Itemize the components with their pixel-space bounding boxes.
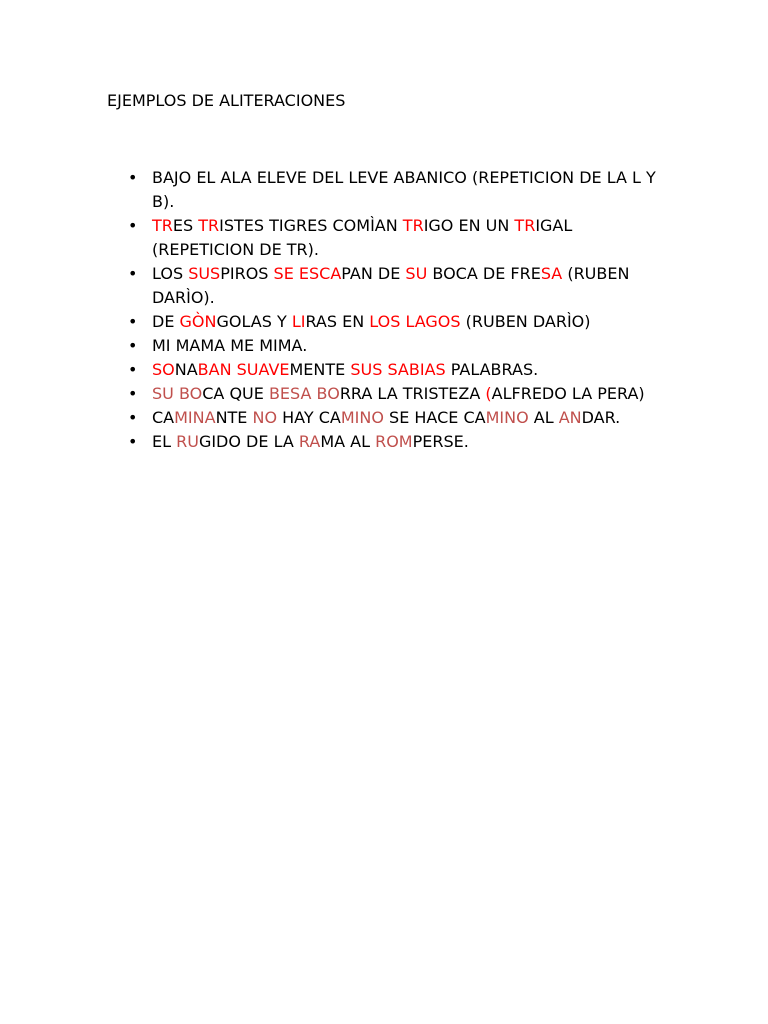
highlighted-segment: SE ESCA (273, 264, 342, 283)
text-segment: DE (152, 312, 180, 331)
bullet-icon: • (128, 408, 138, 427)
text-segment: DAR. (581, 408, 621, 427)
text-segment: LOS (152, 264, 189, 283)
text-segment: AL (528, 408, 559, 427)
text-segment: PALABRAS. (445, 360, 539, 379)
highlighted-segment: AN (558, 408, 582, 427)
highlighted-segment: TR (198, 216, 220, 235)
text-segment: IGAL (REPETICION DE TR). (152, 216, 573, 259)
bullet-icon: • (128, 384, 138, 403)
text-segment: NTE (215, 408, 253, 427)
highlighted-segment: GÒN (179, 312, 217, 331)
list-item (128, 214, 672, 262)
list-item (128, 358, 672, 382)
highlighted-segment: ( (485, 384, 492, 403)
highlighted-segment: SO (152, 360, 175, 379)
list-item (128, 334, 672, 358)
bullet-icon: • (128, 336, 138, 355)
highlighted-segment: TR (514, 216, 536, 235)
list-item (128, 406, 672, 430)
highlighted-segment: ROM (375, 432, 413, 451)
examples-list (128, 166, 672, 454)
highlighted-segment: TR (152, 216, 173, 235)
highlighted-segment: SU BO (152, 384, 203, 403)
text-segment: BOCA DE FRE (427, 264, 541, 283)
highlighted-segment: LI (291, 312, 306, 331)
text-segment: MA AL (320, 432, 376, 451)
text-segment: RAS EN (305, 312, 370, 331)
page-title: EJEMPLOS DE ALITERACIONES (107, 91, 346, 110)
highlighted-segment: TR (402, 216, 424, 235)
bullet-icon: • (128, 264, 138, 283)
highlighted-segment: LOS LAGOS (369, 312, 461, 331)
highlighted-segment: MINA (174, 408, 216, 427)
text-segment: GOLAS Y (216, 312, 292, 331)
text-segment: ISTES TIGRES COMÌAN (219, 216, 403, 235)
text-segment: IGO EN UN (423, 216, 515, 235)
text-segment: RRA LA TRISTEZA (339, 384, 486, 403)
highlighted-segment: SU (405, 264, 428, 283)
highlighted-segment: BAN SUAVE (197, 360, 290, 379)
text-segment: (RUBEN DARÌO) (460, 312, 591, 331)
text-segment: MENTE (289, 360, 351, 379)
bullet-icon: • (128, 168, 138, 187)
bullet-icon: • (128, 432, 138, 451)
text-segment: PERSE. (412, 432, 469, 451)
list-item (128, 382, 672, 406)
list-item (128, 166, 672, 214)
text-segment: HAY CA (277, 408, 341, 427)
list-item (128, 310, 672, 334)
bullet-icon: • (128, 360, 138, 379)
text-segment: SE HACE CA (383, 408, 486, 427)
text-segment: GIDO DE LA (198, 432, 299, 451)
text-segment: EL (152, 432, 177, 451)
highlighted-segment: SA (540, 264, 563, 283)
highlighted-segment: MINO (485, 408, 529, 427)
list-item (128, 430, 672, 454)
highlighted-segment: SUS SABIAS (350, 360, 446, 379)
text-segment: ALFREDO LA PERA) (491, 384, 645, 403)
text-segment: BAJO EL ALA ELEVE DEL LEVE ABANICO (REPETICION DE LA L Y B). (152, 168, 656, 211)
text-segment: (RUBEN DARÌO). (152, 264, 630, 307)
highlighted-segment: RA (298, 432, 321, 451)
text-segment: CA QUE (202, 384, 269, 403)
text-segment: NA (174, 360, 198, 379)
highlighted-segment: SUS (188, 264, 221, 283)
text-segment: CA (152, 408, 175, 427)
highlighted-segment: RU (176, 432, 199, 451)
text-segment: ES (172, 216, 199, 235)
text-segment: PAN DE (341, 264, 406, 283)
list-item (128, 262, 672, 310)
highlighted-segment: NO (252, 408, 278, 427)
bullet-icon: • (128, 216, 138, 235)
text-segment: PIROS (220, 264, 274, 283)
text-segment: MI MAMA ME MIMA. (152, 336, 308, 355)
bullet-icon: • (128, 312, 138, 331)
highlighted-segment: MINO (340, 408, 384, 427)
highlighted-segment: BESA BO (268, 384, 340, 403)
